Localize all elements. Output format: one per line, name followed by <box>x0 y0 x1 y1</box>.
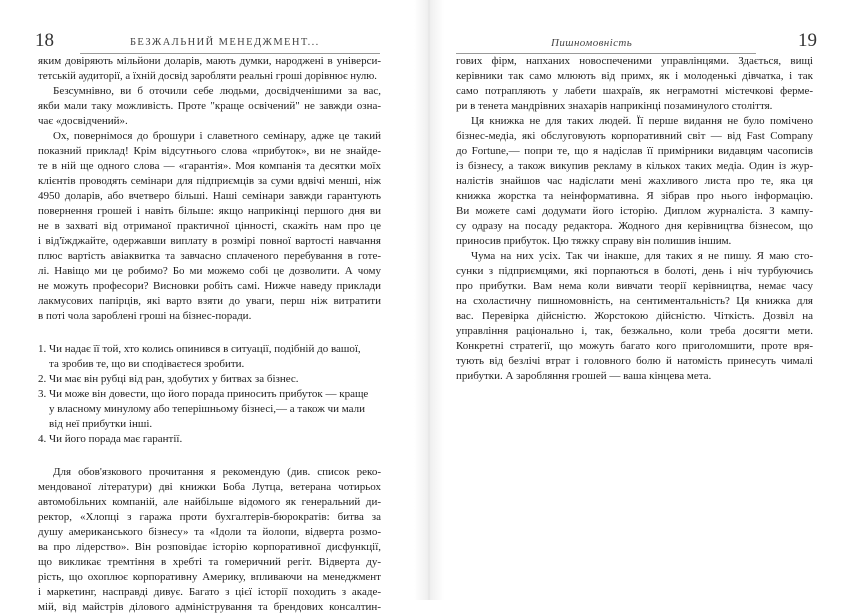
text-line: Ви можете самі додумати його історію. Диплом журналіста. З кампу- <box>456 205 813 217</box>
text-line: налістів знайшов час надіслати мені жахливого листа про те, яка ця <box>456 175 813 187</box>
running-head: Пишномовність <box>551 37 633 49</box>
text-line: і від'їжджайте, одержавши виплату в розмірі повної вартості навчання <box>38 235 381 247</box>
text-line: прибутки. А заробляння грошей — ваша кінцева мета. <box>456 370 712 382</box>
text-line: клієнтів проводять семінари для підприємців за суми вдвічі менші, ніж <box>38 175 381 187</box>
text-line: Чума на них усіх. Так чи інакше, для таких я не пишу. Я маю сто- <box>471 250 813 262</box>
text-line: мій, від майстрів ділового адміністрування та брендових консалтин- <box>38 601 381 613</box>
body-text <box>38 54 381 615</box>
text-line: рість, що охоплює корпоративну Америку, впливаючи на менеджмент <box>38 571 381 583</box>
list-item-continuation: та зробив те, що ви сподіваєтеся зробити. <box>49 358 245 370</box>
running-head: БЕЗЖАЛЬНИЙ МЕНЕДЖМЕНТ... <box>130 37 320 48</box>
page-number: 19 <box>798 30 817 51</box>
text-line: на схоластичну пишномовність, на сентиментальність? Ця книжка для <box>456 295 813 307</box>
text-line: тетській аудиторії, а їхній досвід заробляти реальні гроші дорівнює нулю. <box>38 70 377 82</box>
text-line: Ох, повернімося до брошури і славетного семінару, адже це такий <box>53 130 381 142</box>
text-line: про прибутки. Вам нема коли вивчати теорії керівництва, немає часу <box>456 280 813 292</box>
left-page <box>0 0 420 613</box>
text-line: су одразу на посаду редактора. Жодного дня керівництва бізнесом, що <box>456 220 813 232</box>
text-line: Конкретні стратегії, що можуть багато кого приголомшити, проте вря- <box>456 340 813 352</box>
right-page <box>424 0 843 600</box>
page-number: 18 <box>35 30 54 51</box>
text-line: ри в тенета мандрівних знахарів наприкінці позаминулого століття. <box>456 100 773 112</box>
text-line: ва про лідерство». Він розповідає історію корпоративної дисфункції, <box>38 541 381 553</box>
text-line: лакмусових папірців, які варто взяти до уваги, перш ніж витратити <box>38 295 381 307</box>
text-line: Ця книжка не для таких людей. Її перше видання не було помічено <box>471 115 813 127</box>
list-item: 2. Чи має він рубці від ран, здобутих у битвах за бізнес. <box>38 373 299 385</box>
text-line: сунки з підприємцями, які порпаються в болоті, день і ніч турбуючись <box>456 265 813 277</box>
text-line: керівники так само млюють від примх, як і молоденькі дівчатка, і так <box>456 70 813 82</box>
list-item-continuation: у власному минулому або теперішньому бізнесі,— а також чи мали <box>49 403 366 415</box>
text-line: повернення грошей і навіть більше: якщо наприкінці першого дня ви <box>38 205 381 217</box>
text-line: приносив прибуток. Цю тяжку справу він полишив іншим. <box>456 235 732 247</box>
text-line: до Fortune,— попри те, що я надіслав її примірники видавцям часописів <box>456 145 813 157</box>
text-line: не в захваті від отриманої практичної цінності, скажіть нам про це <box>38 220 381 232</box>
text-line: те в ній ще одного слова — «гарантія». Моя компанія та десятки моїх <box>38 160 381 172</box>
text-line: плюс вартість авіаквитка та завчасно сплаченого перебування в готе- <box>38 250 381 262</box>
text-line: що викликає тремтіння в хребті та гомеричний регіт. Відверта ду- <box>38 556 381 568</box>
text-line: в поті чола зароблені гроші на бізнес-поради. <box>38 310 252 322</box>
text-line: автомобільних компаній, але найбільше відомого як генеральний ди- <box>38 496 381 508</box>
list-item: 1. Чи надає її той, хто колись опинився в ситуації, подібній до вашої, <box>38 343 361 355</box>
text-line: Для обов'язкового прочитання я рекомендую (див. список реко- <box>53 466 381 478</box>
text-line: показний приклад! Крім відсутнього слова «прибуток», ви не знайде- <box>38 145 381 157</box>
text-line: яким довіряють мільйони доларів, мають думки, народжені в універси- <box>38 55 381 67</box>
text-line: душу американського бізнесу» та «Ідоли та йолопи, відверта розмо- <box>38 526 381 538</box>
text-line: ректор, «Хлопці з гаража проти бухгалтерів-бюрократів: битва за <box>38 511 381 523</box>
text-line: управління раціонально і, так, безжально, коли треба досягти мети. <box>456 325 813 337</box>
text-line: книжка жорстка та неінформативна. Я зібрав про нього інформацію. <box>456 190 813 202</box>
body-text <box>456 54 813 384</box>
list-item: 4. Чи його порада має гарантії. <box>38 433 183 445</box>
text-line: не можуть професори? Висновки робіть самі. Нижче наведу приклади <box>38 280 381 292</box>
text-line: тують від безлічі втрат і головного болю й натомість принесуть чималі <box>456 355 813 367</box>
text-line: лі. Навіщо ми це робимо? Бо ми можемо собі це дозволити. А чому <box>38 265 381 277</box>
text-line: бізнес-медіа, які обслуговують корпоративний світ — від Fast Company <box>456 130 813 142</box>
text-line: і маркетинг, насправді дивує. Багато з цієї історії походить з акаде- <box>38 586 381 598</box>
text-line: само потрапляють у лабети шахраїв, як неграмотні містечкові ферме- <box>456 85 813 97</box>
text-line: вас. Перевірка дійсністю. Жорстокою дійсністю. Чіткість. Дозвіл на <box>456 310 813 322</box>
text-line: гових фірм, напханих новоспеченими управлінцями. Здається, вищі <box>456 55 813 67</box>
text-line: 4950 доларів, або вчетверо більші. Наші семінари завжди гарантують <box>38 190 381 202</box>
text-line: із бізнесу, а також викупив рекламу в кількох таких медіа. Один із жур- <box>456 160 813 172</box>
list-item-continuation: від неї прибутки інші. <box>49 418 153 430</box>
text-line: чає «досвідчений». <box>38 115 128 127</box>
list-item: 3. Чи може він довести, що його порада приносить прибуток — краще <box>38 388 369 400</box>
text-line: мендованої літератури) дві книжки Боба Лутца, ветерана чотирьох <box>38 481 381 493</box>
text-line: якби мали таку можливість. Проте "краще освічений" не завжди озна- <box>38 100 381 112</box>
text-line: Безсумнівно, ви б оточили себе людьми, досвідченішими за вас, <box>53 85 381 97</box>
